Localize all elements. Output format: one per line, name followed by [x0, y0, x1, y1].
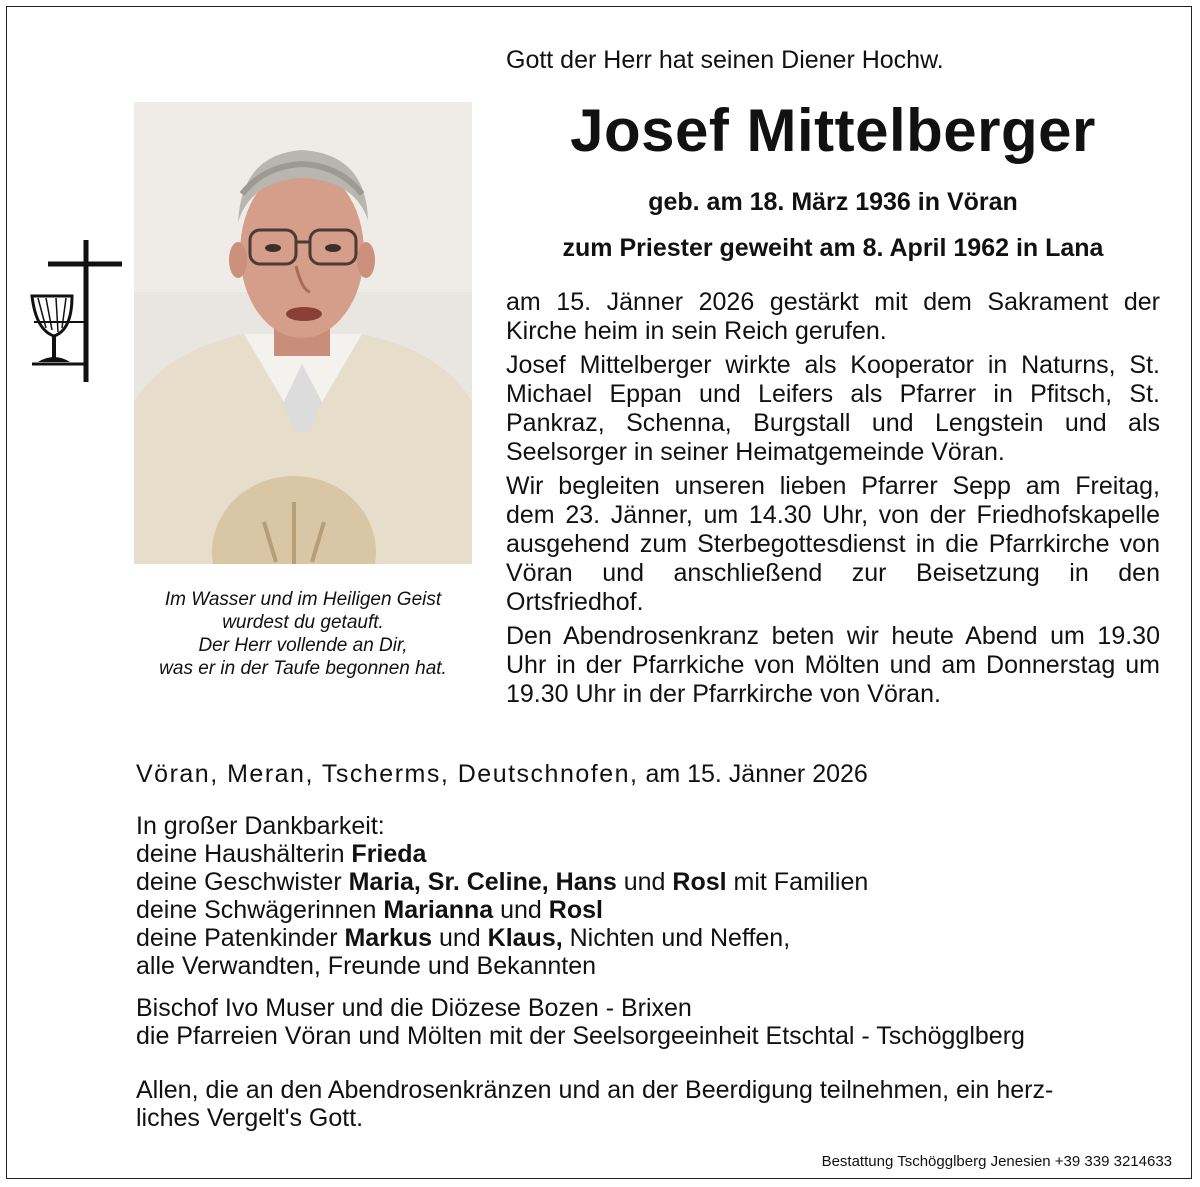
birth-line: geb. am 18. März 1936 in Vöran [648, 188, 1018, 216]
mourners-heading: In großer Dankbarkeit: [136, 812, 385, 840]
church-line: Bischof Ivo Muser und die Diözese Bozen - Brixen [136, 994, 692, 1022]
quote-line: Im Wasser und im Heiligen Geist [164, 589, 442, 610]
church-line: die Pfarreien Vöran und Mölten mit der Seelsorgeeinheit Etschtal - Tschögglberg [136, 1022, 1025, 1050]
mourner-line: alle Verwandten, Freunde und Bekannten [136, 952, 597, 980]
rosary-paragraph: Den Abendrosenkranz beten wir heute Abend um 19.30 Uhr in der Pfarrkiche von Mölten und am Donnerstag um 19.30 Uhr in der Pfarrkirche von Vöran. [506, 622, 1160, 708]
funeral-paragraph: Wir begleiten unseren lieben Pfarrer Sepp am Freitag, dem 23. Jänner, um 14.30 Uhr, von der Friedhofskapelle ausgehend zum Sterbegottesdienst in die Pfarrkirche von Vöran und anschließend zur Beisetzung in den Ortsfriedhof. [506, 472, 1160, 616]
mourners-list [136, 812, 868, 980]
notice-body [506, 288, 1160, 714]
cross-chalice-icon [28, 236, 124, 386]
closing-line: liches Vergelt's Gott. [136, 1104, 364, 1132]
quote-line: wurdest du getauft. [222, 612, 384, 633]
closing-thanks [136, 1076, 1160, 1132]
career-paragraph: Josef Mittelberger wirkte als Kooperator in Naturns, St. Michael Eppan und Leifers als Pfarrer in Pfitsch, St. Pankraz, Schenna, Burgstall und Lengstein und als Seelsorger in seiner Heimatgemeinde Vöran. [506, 351, 1160, 466]
baptism-quote [134, 588, 472, 680]
undertaker-contact: Bestattung Tschögglberg Jenesien +39 339 3214633 [821, 1153, 1172, 1170]
mourner-line: deine Haushälterin Frieda [136, 840, 427, 868]
places: Vöran, Meran, Tscherms, Deutschnofen, [136, 760, 639, 788]
intro-text: Gott der Herr hat seinen Diener Hochw. [506, 46, 944, 74]
ordination-line: zum Priester geweiht am 8. April 1962 in Lana [562, 234, 1104, 262]
deceased-name: Josef Mittelberger [570, 97, 1096, 164]
death-paragraph: am 15. Jänner 2026 gestärkt mit dem Sakrament der Kirche heim in sein Reich gerufen. [506, 288, 1160, 345]
church-mourners [136, 994, 1025, 1050]
place-date-line [136, 760, 868, 789]
closing-line: Allen, die an den Abendrosenkränzen und an der Beerdigung teilnehmen, ein herz- [136, 1076, 1054, 1104]
quote-line: Der Herr vollende an Dir, [198, 635, 408, 656]
date: am 15. Jänner 2026 [645, 760, 868, 788]
mourner-line: deine Schwägerinnen Marianna und Rosl [136, 896, 603, 924]
mourner-line: deine Patenkinder Markus und Klaus, Nichten und Neffen, [136, 924, 791, 952]
portrait-photo [134, 102, 472, 564]
mourner-line: deine Geschwister Maria, Sr. Celine, Hans und Rosl mit Familien [136, 868, 869, 896]
quote-line: was er in der Taufe begonnen hat. [159, 658, 447, 679]
